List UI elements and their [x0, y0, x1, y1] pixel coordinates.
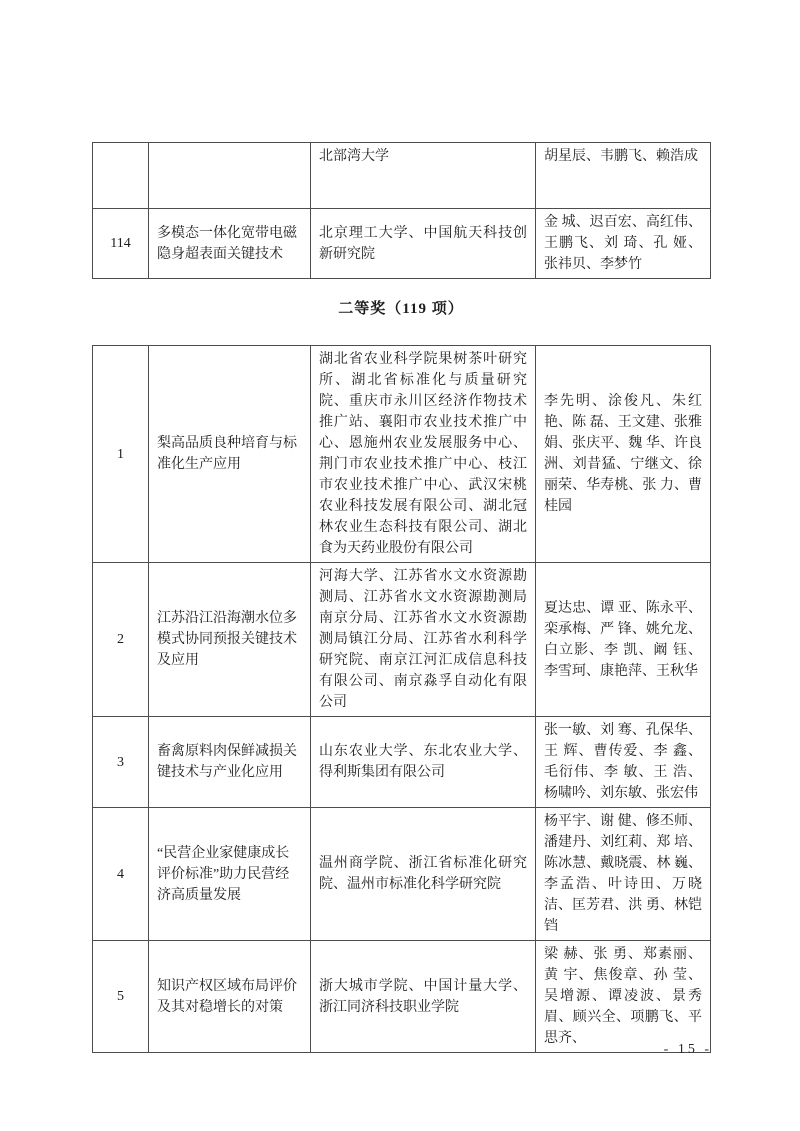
cell-project: 畜禽原料肉保鲜减损关键技术与产业化应用	[149, 717, 311, 808]
cell-project: “民营企业家健康成长评价标准”助力民营经济高质量发展	[149, 808, 311, 941]
table-row	[93, 717, 711, 808]
table-row	[93, 143, 711, 209]
cell-institutions: 浙大城市学院、中国计量大学、浙江同济科技职业学院	[311, 941, 536, 1053]
cell-institutions: 温州商学院、浙江省标准化研究院、温州市标准化科学研究院	[311, 808, 536, 941]
table-row	[93, 346, 711, 563]
cell-institutions: 山东农业大学、东北农业大学、得利斯集团有限公司	[311, 717, 536, 808]
cell-winners: 杨平宇、谢 健、修丕师、潘建丹、刘红莉、郑 培、陈冰慧、戴晓震、林 巍、李孟浩、叶诗田、万晓洁、匡芳君、洪 勇、林铠铛	[536, 808, 711, 941]
cell-institutions: 北京理工大学、中国航天科技创新研究院	[311, 209, 536, 279]
cell-serial: 2	[93, 563, 149, 717]
cell-serial: 1	[93, 346, 149, 563]
second-prize-table	[92, 345, 711, 1053]
cell-serial: 5	[93, 941, 149, 1053]
cell-serial: 3	[93, 717, 149, 808]
cell-project: 知识产权区域布局评价及其对稳增长的对策	[149, 941, 311, 1053]
table-row	[93, 563, 711, 717]
cell-serial: 4	[93, 808, 149, 941]
cell-project: 江苏沿江沿海潮水位多模式协同预报关键技术及应用	[149, 563, 311, 717]
cell-winners: 李先明、涂俊凡、朱红艳、陈 磊、王文建、张雅娟、张庆平、魏 华、许良洲、刘昔猛、宁继文、徐丽荣、华寿桃、张 力、曹桂园	[536, 346, 711, 563]
cell-project: 多模态一体化宽带电磁隐身超表面关键技术	[149, 209, 311, 279]
cell-winners: 张一敏、刘 骞、孔保华、王 辉、曹传爱、李 鑫、毛衍伟、李 敏、王 浩、杨啸吟、刘东敏、张宏伟	[536, 717, 711, 808]
cell-project	[149, 143, 311, 209]
table-row	[93, 808, 711, 941]
cell-serial: 114	[93, 209, 149, 279]
page-number: - 15 -	[663, 1042, 712, 1057]
cell-project: 梨高品质良种培育与标准化生产应用	[149, 346, 311, 563]
cell-winners: 梁 赫、张 勇、郑素丽、黄 宇、焦俊章、孙 莹、吴增源、谭凌波、景秀眉、顾兴全、项鹏飞、平思齐、	[536, 941, 711, 1053]
section-heading: 二等奖（119 项）	[338, 301, 464, 317]
cell-institutions: 湖北省农业科学院果树茶叶研究所、湖北省标准化与质量研究院、重庆市永川区经济作物技术推广站、襄阳市农业技术推广中心、恩施州农业发展服务中心、荆门市农业技术推广中心、枝江市农业技术推广中心、武汉宋桃农业科技发展有限公司、湖北冠林农业生态科技有限公司、湖北食为天药业股份有限公司	[311, 346, 536, 563]
cell-institutions: 北部湾大学	[311, 143, 536, 209]
table-row	[93, 209, 711, 279]
cell-winners: 胡星辰、韦鹏飞、赖浩成	[536, 143, 711, 209]
cell-winners: 金 城、迟百宏、高红伟、王鹏飞、刘 琦、孔 娅、张祎贝、李梦竹	[536, 209, 711, 279]
cell-serial	[93, 143, 149, 209]
cell-winners: 夏达忠、谭 亚、陈永平、栾承梅、严 锋、姚允龙、白立影、李 凯、阚 钰、李雪珂、康艳萍、王秋华	[536, 563, 711, 717]
table-row	[93, 941, 711, 1053]
continued-award-table	[92, 142, 711, 279]
cell-institutions: 河海大学、江苏省水文水资源勘测局、江苏省水文水资源勘测局南京分局、江苏省水文水资源勘测局镇江分局、江苏省水利科学研究院、南京江河汇成信息科技有限公司、南京淼孚自动化有限公司	[311, 563, 536, 717]
